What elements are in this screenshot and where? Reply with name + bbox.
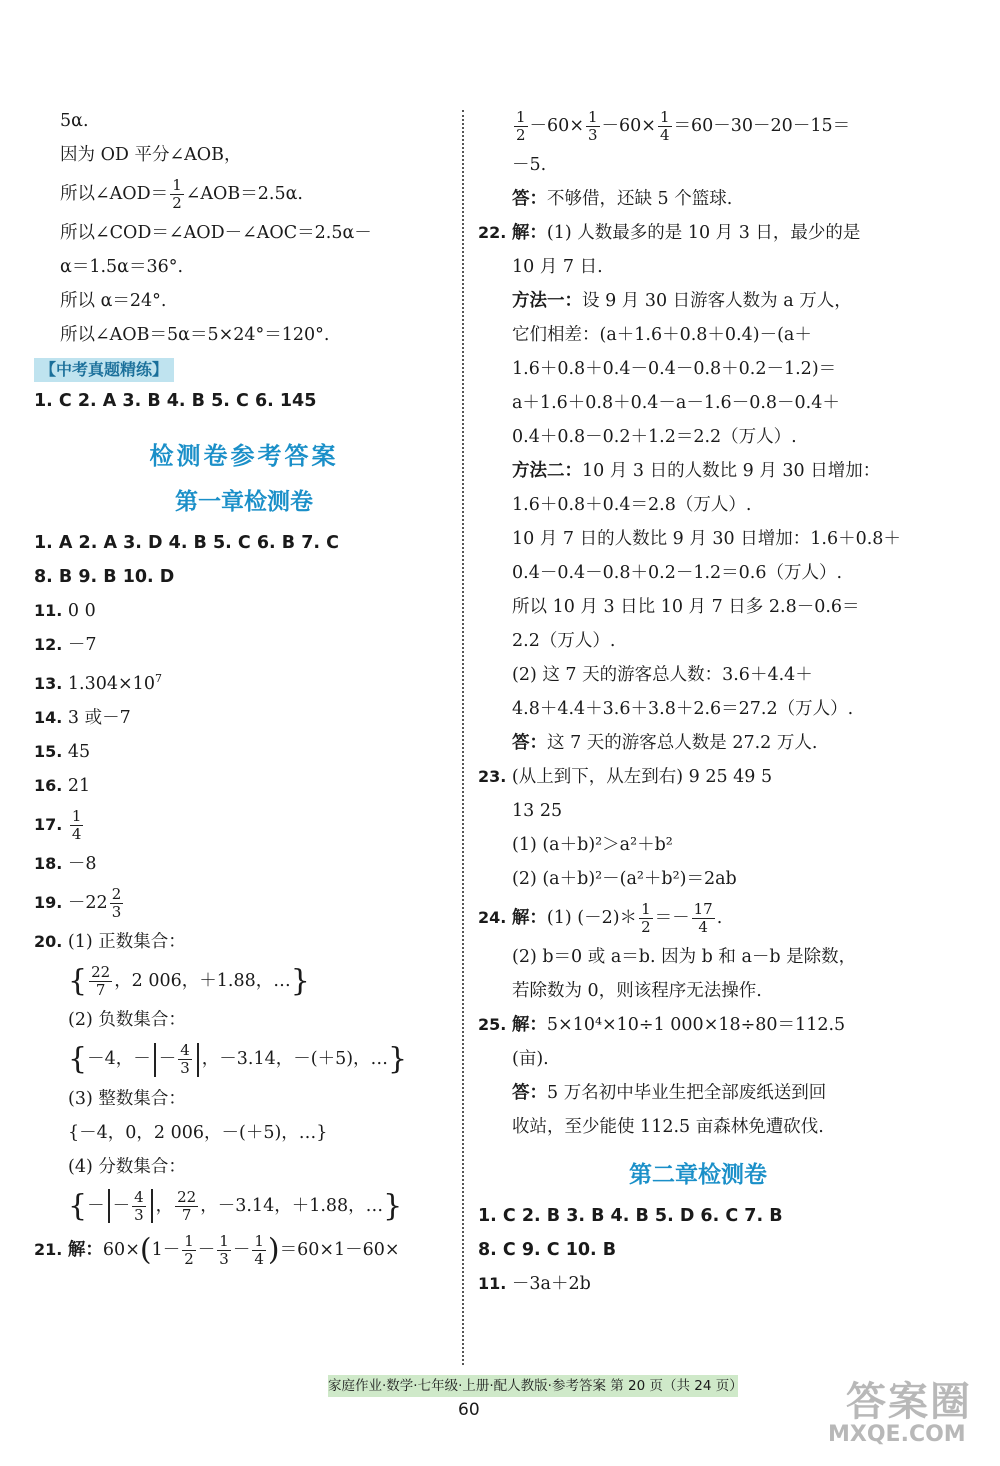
answer-line: 1. C 2. A 3. B 4. B 5. C 6. 145 xyxy=(34,391,317,411)
text-line: 所以∠COD＝∠AOD－∠AOC＝2.5α－ xyxy=(60,223,372,243)
watermark-logo: 答案圈 xyxy=(846,1379,972,1425)
answer-line: 1. A 2. A 3. D 4. B 5. C 6. B 7. C xyxy=(34,533,339,553)
text-line: 因为 OD 平分∠AOB， xyxy=(60,145,242,165)
fraction: $\frac{1}{4}$ xyxy=(659,108,670,144)
answer-line: 13. $1.304\times 10^7$ xyxy=(34,672,162,694)
text-line: 所以∠AOB＝5α＝5×24°＝120°. xyxy=(60,325,330,345)
answer-line: 8. B 9. B 10. D xyxy=(34,567,175,587)
fraction: $\frac{2}{3}$ xyxy=(111,884,122,921)
section-tag: 【中考真题精练】 xyxy=(34,358,174,382)
set-line: {－4，0，2 006，－(＋5)，…} xyxy=(68,1122,328,1143)
text-line: (2) 这 7 天的游客总人数：3.6＋4.4＋ xyxy=(512,665,813,685)
fraction: $\frac{1}{3}$ xyxy=(219,1232,229,1269)
text-line: 10 月 7 日. xyxy=(512,257,603,277)
text-line: 1.6＋0.8＋0.4＝2.8（万人）. xyxy=(512,495,752,515)
answer-line: 23. (从上到下，从左到右) 9 25 49 5 xyxy=(478,767,773,787)
answer-line: 17. $\frac{1}{4}$ xyxy=(34,806,82,843)
text-line: (1) (a＋b)²＞a²＋b² xyxy=(512,835,673,855)
answer-line: 12. －7 xyxy=(34,635,97,655)
text-line: 所以 α＝24°. xyxy=(60,291,167,311)
fraction: $\frac{1}{2}$ xyxy=(641,900,651,936)
text-line: 2.2（万人）. xyxy=(512,631,616,651)
answer-line: 15. 45 xyxy=(34,741,91,762)
text-line: 收站，至少能使 112.5 亩森林免遭砍伐. xyxy=(512,1117,824,1137)
answer-line: 19. －22 $\frac{2}{3}$ xyxy=(34,884,122,921)
fraction: $\frac{1}{2}$ xyxy=(516,108,526,144)
set-line: {－ － $\frac{4}{3}$ ， $\frac{22}{7}$ ，－3.14，＋1.88，…} xyxy=(68,1187,403,1224)
answer-line: 20. (1) 正数集合： xyxy=(34,931,186,952)
text-line: 10 月 7 日的人数比 9 月 30 日增加：1.6＋0.8＋ xyxy=(512,529,901,549)
text-line: (2) (a＋b)²－(a²＋b²)＝2ab xyxy=(512,869,737,889)
text-line: 若除数为 0，则该程序无法操作. xyxy=(512,981,762,1001)
set-line: {－4，－ － $\frac{4}{3}$ ，－3.14，－(＋5)，…} xyxy=(68,1041,408,1078)
set-line: { $\frac{22}{7}$ ，2 006，＋1.88，…} xyxy=(68,962,310,999)
column-divider xyxy=(462,110,464,1365)
answer-line: 24. 解：(1) (－2)＊ $\frac{1}{2}$ ＝－ $\frac{17}{4}$ . xyxy=(478,900,723,936)
text-line: 所以∠AOD＝ $\frac{1}{2}$ ∠AOB＝2.5α. xyxy=(60,176,303,212)
chapter2-heading: 第二章检测卷 xyxy=(629,1162,767,1188)
page-footer: 家庭作业·数学·七年级·上册·配人教版·参考答案 第 20 页（共 24 页） xyxy=(328,1375,738,1397)
text-line: －5. xyxy=(512,155,547,175)
text-line: 1.6＋0.8＋0.4－0.4－0.8＋0.2－1.2)＝ xyxy=(512,359,837,379)
chapter1-heading: 第一章检测卷 xyxy=(175,489,313,515)
answer-line: 1. C 2. B 3. B 4. B 5. D 6. C 7. B xyxy=(478,1206,783,1226)
text-line: (2) b＝0 或 a＝b. 因为 b 和 a－b 是除数， xyxy=(512,947,857,967)
answer-line: 25. 解：5×10⁴×10÷1 000×18÷80＝112.5 xyxy=(478,1015,846,1035)
text-line: 答：5 万名初中毕业生把全部废纸送到回 xyxy=(512,1083,827,1103)
answer-line: 14. 3 或－7 xyxy=(34,707,131,728)
fraction: $\frac{22}{7}$ xyxy=(91,962,111,999)
fraction: $\frac{1}{2}$ xyxy=(172,176,182,212)
fraction: $\frac{17}{4}$ xyxy=(693,900,713,936)
text-line: 13 25 xyxy=(512,801,563,821)
text-line: 答：这 7 天的游客总人数是 27.2 万人. xyxy=(512,733,818,753)
main-heading: 检测卷参考答案 xyxy=(149,442,339,470)
watermark-url: MXQE.COM xyxy=(828,1422,966,1447)
answer-line: 16. 21 xyxy=(34,775,91,796)
text-line: a＋1.6＋0.8＋0.4－a－1.6－0.8－0.4＋ xyxy=(512,393,840,413)
right-column xyxy=(478,104,918,1301)
fraction: $\frac{1}{4}$ xyxy=(254,1232,264,1269)
fraction: $\frac{1}{4}$ xyxy=(71,806,82,843)
text-line: (4) 分数集合： xyxy=(68,1156,186,1177)
text-line: (亩). xyxy=(512,1049,549,1069)
text-line: $\frac{1}{2}$ －60× $\frac{1}{3}$ －60× $\frac{1}{4}$ ＝60－30－20－15＝ xyxy=(516,108,851,144)
fraction: $\frac{1}{2}$ xyxy=(184,1232,194,1269)
text-line: (3) 整数集合： xyxy=(68,1088,186,1109)
text-line: 0.4－0.4－0.8＋0.2－1.2＝0.6（万人）. xyxy=(512,563,843,583)
fraction: $\frac{22}{7}$ xyxy=(177,1187,197,1224)
text-line: 它们相差：(a＋1.6＋0.8＋0.4)－(a＋ xyxy=(512,325,812,345)
fraction: $\frac{4}{3}$ xyxy=(180,1041,190,1078)
fraction: $\frac{4}{3}$ xyxy=(134,1187,144,1224)
text-line: 所以 10 月 3 日比 10 月 7 日多 2.8－0.6＝ xyxy=(512,597,860,617)
answer-line: 11. －3a＋2b xyxy=(478,1274,591,1294)
answer-line: 11. 0 0 xyxy=(34,601,96,621)
left-column xyxy=(34,104,454,1273)
text-line: 方法二：10 月 3 日的人数比 9 月 30 日增加： xyxy=(512,461,881,481)
text-line: 4.8＋4.4＋3.6＋3.8＋2.6＝27.2（万人）. xyxy=(512,699,854,719)
answer-line: 22. 解：(1) 人数最多的是 10 月 3 日，最少的是 xyxy=(478,223,861,243)
answer-line: 18. －8 xyxy=(34,853,97,874)
fraction: $\frac{1}{3}$ xyxy=(587,108,598,144)
answer-line: 8. C 9. C 10. B xyxy=(478,1240,617,1260)
text-line: 5α. xyxy=(60,111,89,131)
text-line: 方法一：设 9 月 30 日游客人数为 a 万人， xyxy=(512,291,852,311)
text-line: α＝1.5α＝36°. xyxy=(60,257,184,277)
text-line: 答：不够借，还缺 5 个篮球. xyxy=(512,189,733,209)
answer-line: 21. 解：60×(1－ $\frac{1}{2}$ － $\frac{1}{3}$ － $\frac{1}{4}$ )＝60×1－60× xyxy=(34,1232,400,1269)
page-number: 60 xyxy=(458,1400,480,1420)
text-line: 0.4＋0.8－0.2＋1.2＝2.2（万人）. xyxy=(512,427,797,447)
watermark xyxy=(828,1370,988,1460)
text-line: (2) 负数集合： xyxy=(68,1010,186,1031)
